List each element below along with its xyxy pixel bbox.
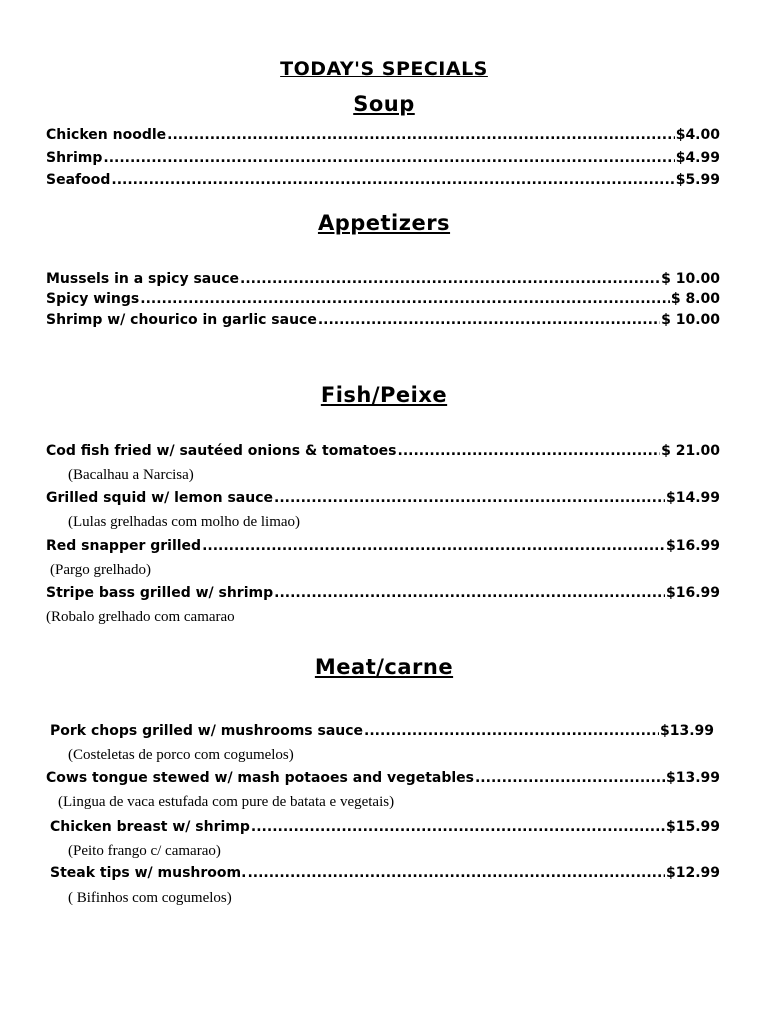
menu-item <box>50 722 714 740</box>
item-price: $14.99 <box>665 490 720 506</box>
item-translation: (Peito frango c/ camarao) <box>68 843 221 859</box>
item-translation: (Costeletas de porco com cogumelos) <box>68 747 294 763</box>
item-name: Pork chops grilled w/ mushrooms sauce <box>50 723 364 739</box>
item-price: $ 10.00 <box>661 271 720 287</box>
item-name: Shrimp w/ chourico in garlic sauce <box>46 312 317 328</box>
item-price: $4.99 <box>675 150 720 166</box>
item-name: Mussels in a spicy sauce <box>46 271 240 287</box>
item-name: Grilled squid w/ lemon sauce <box>46 490 274 506</box>
menu-item <box>46 311 720 329</box>
item-price: $ 10.00 <box>661 312 720 328</box>
item-price: $4.00 <box>675 127 720 143</box>
item-price: $16.99 <box>665 585 720 601</box>
menu-item <box>46 270 720 288</box>
item-name: Shrimp <box>46 150 103 166</box>
section-heading-fish: Fish/Peixe <box>320 383 448 407</box>
dot-leader <box>475 769 665 787</box>
item-name: Stripe bass grilled w/ shrimp <box>46 585 274 601</box>
section-heading-appetizers: Appetizers <box>317 211 451 235</box>
item-price: $13.99 <box>665 770 720 786</box>
item-name: Chicken noodle <box>46 127 167 143</box>
item-name: Red snapper grilled <box>46 538 202 554</box>
item-translation: (Bacalhau a Narcisa) <box>68 467 194 483</box>
dot-leader <box>274 489 665 507</box>
item-price: $ 8.00 <box>670 291 720 307</box>
menu-item <box>46 290 720 308</box>
item-price: $5.99 <box>675 172 720 188</box>
item-name: Cows tongue stewed w/ mash potaoes and vegetables <box>46 770 474 786</box>
section-heading-meat: Meat/carne <box>314 655 454 679</box>
menu-item <box>46 584 720 602</box>
menu-item <box>46 489 720 507</box>
menu-item <box>46 149 720 167</box>
dot-leader <box>103 149 674 167</box>
item-translation: ( Bifinhos com cogumelos) <box>68 890 232 906</box>
item-translation: (Robalo grelhado com camarao <box>46 609 235 625</box>
dot-leader <box>111 171 674 189</box>
section-heading-soup: Soup <box>353 92 415 116</box>
dot-leader <box>318 311 660 329</box>
item-translation: (Pargo grelhado) <box>50 562 151 578</box>
dot-leader <box>364 722 659 740</box>
menu-item <box>50 864 720 882</box>
dot-leader <box>274 584 665 602</box>
item-price: $16.99 <box>665 538 720 554</box>
item-name: Steak tips w/ mushroom. <box>50 865 247 881</box>
item-price: $12.99 <box>665 865 720 881</box>
dot-leader <box>167 126 675 144</box>
dot-leader <box>202 537 665 555</box>
dot-leader <box>251 818 665 836</box>
menu-item <box>46 537 720 555</box>
item-name: Chicken breast w/ shrimp <box>50 819 250 835</box>
item-price: $15.99 <box>665 819 720 835</box>
dot-leader <box>398 442 661 460</box>
item-name: Seafood <box>46 172 111 188</box>
dot-leader <box>247 864 665 882</box>
dot-leader <box>140 290 670 308</box>
item-name: Spicy wings <box>46 291 140 307</box>
item-price: $13.99 <box>659 723 714 739</box>
menu-item <box>46 171 720 189</box>
item-name: Cod fish fried w/ sautéed onions & tomatoes <box>46 443 397 459</box>
menu-title: TODAY'S SPECIALS <box>280 58 488 80</box>
menu-item <box>46 126 720 144</box>
menu-item <box>46 769 720 787</box>
menu-item <box>46 442 720 460</box>
item-translation: (Lulas grelhadas com molho de limao) <box>68 514 301 530</box>
item-translation: (Lingua de vaca estufada com pure de batata e vegetais) <box>58 794 395 810</box>
menu-item <box>50 818 720 836</box>
item-price: $ 21.00 <box>661 443 720 459</box>
dot-leader <box>240 270 660 288</box>
